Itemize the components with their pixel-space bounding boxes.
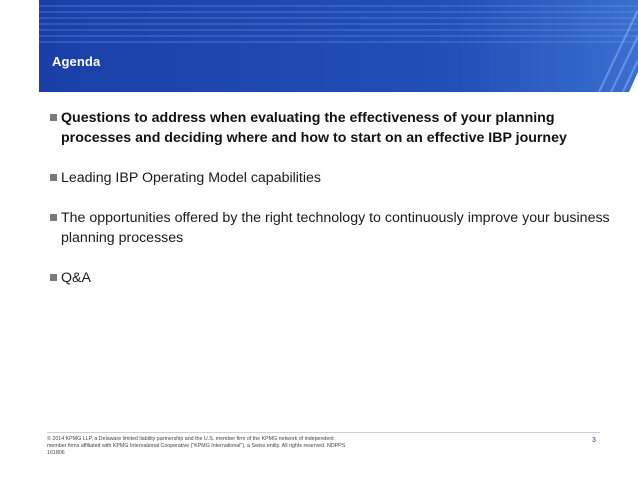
square-bullet-icon [50, 174, 57, 181]
agenda-item-text: Questions to address when evaluating the effectiveness of your planning processes and deciding where and how to start on an effective IBP journey [61, 110, 567, 146]
agenda-item [47, 208, 617, 248]
header-band [39, 0, 638, 92]
agenda-item-text: The opportunities offered by the right technology to continuously improve your business planning processes [61, 210, 610, 246]
header-stripes-graphic [39, 0, 638, 92]
agenda-item-text: Q&A [61, 270, 91, 286]
square-bullet-icon [50, 274, 57, 281]
page-title: Agenda [52, 54, 101, 69]
agenda-list [47, 108, 617, 288]
footer-legal-text: © 2014 KPMG LLP, a Delaware limited liability partnership and the U.S. member firm of the KPMG network of independent member firms affiliated with KPMG International Cooperative ("KPMG International"), a Swiss entity. All rights reserved. NDPPS 161806 [47, 436, 346, 456]
agenda-item-text: Leading IBP Operating Model capabilities [61, 170, 322, 186]
footer-divider [47, 432, 600, 433]
agenda-item [47, 268, 617, 288]
page-number: 3 [592, 437, 596, 444]
square-bullet-icon [50, 114, 57, 121]
agenda-item [47, 168, 617, 188]
square-bullet-icon [50, 214, 57, 221]
agenda-item [47, 108, 617, 148]
